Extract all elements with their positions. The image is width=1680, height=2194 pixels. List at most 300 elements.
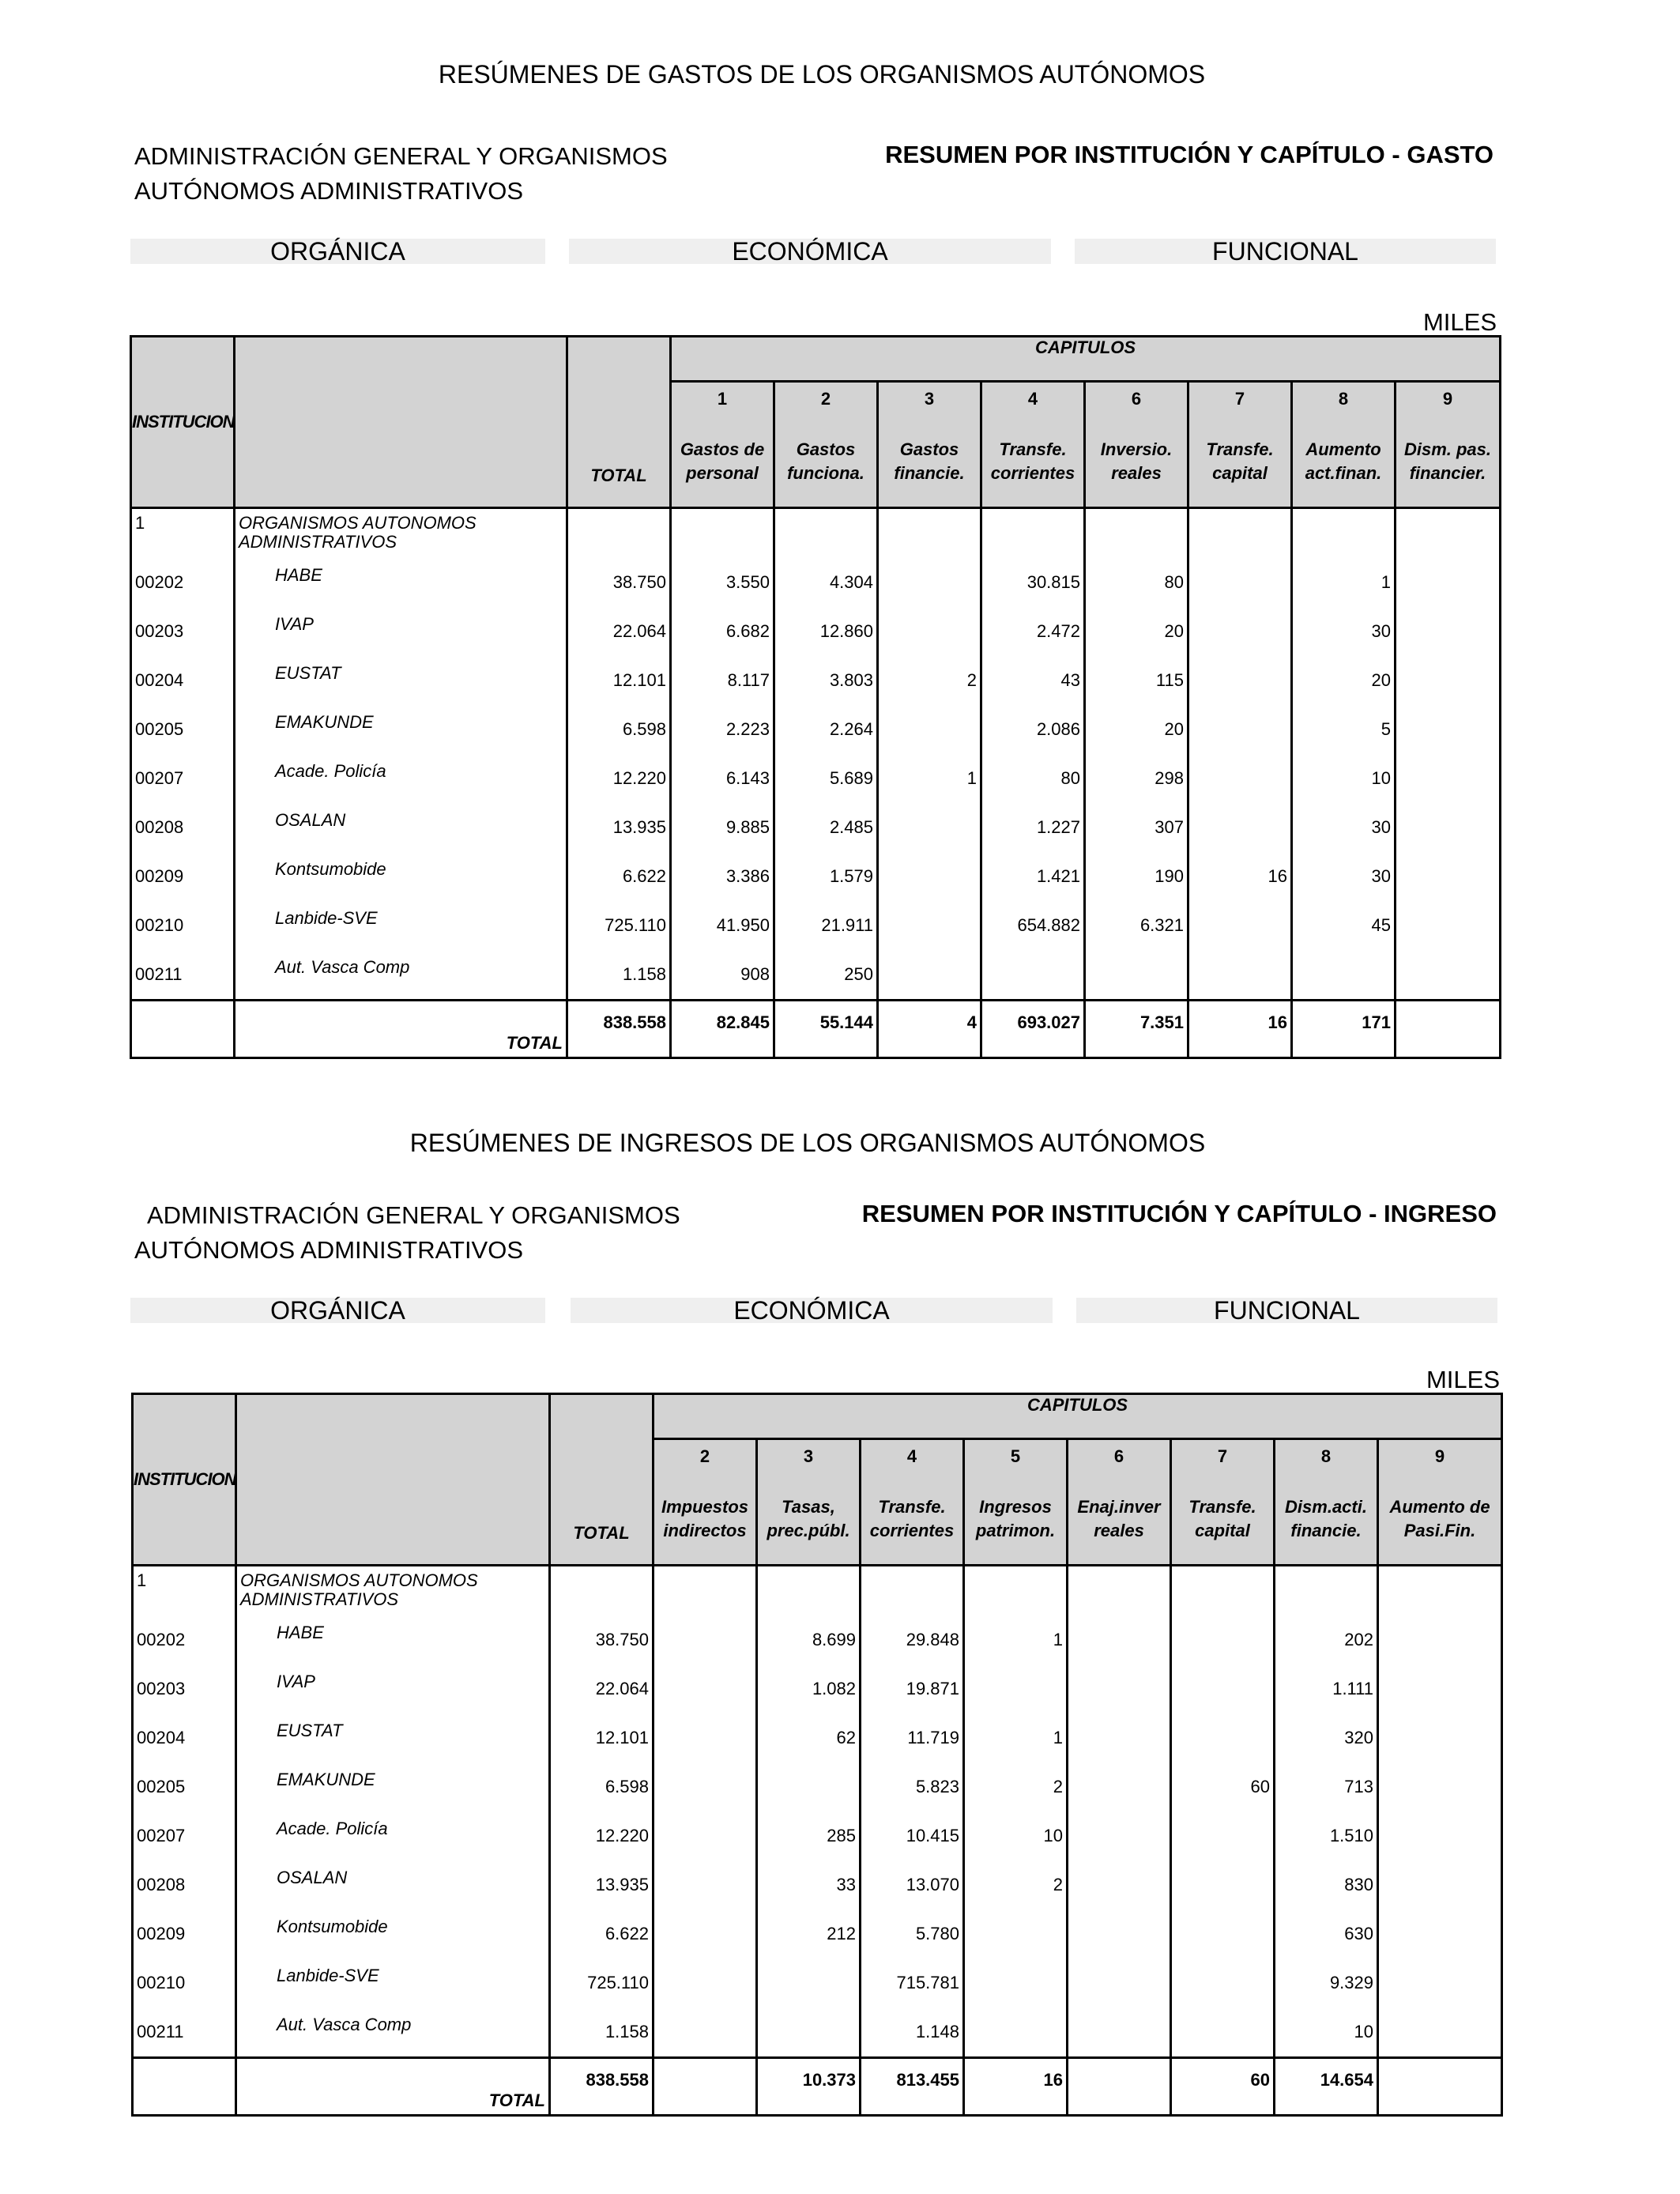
institution-name: HABE	[277, 1623, 324, 1642]
row-total: 12.101	[612, 670, 666, 690]
cell-value: 21.911	[821, 915, 873, 935]
institution-code: 00207	[137, 1826, 186, 1845]
institucion-header: INSTITUCION	[133, 1394, 236, 1566]
cell-value	[879, 852, 980, 901]
chapter-total	[964, 2058, 1068, 2116]
cell-value	[1068, 1615, 1170, 1664]
institution-name: HABE	[275, 565, 322, 585]
cell-value: 19.871	[906, 1679, 959, 1698]
gastos-left-line1: ADMINISTRACIÓN GENERAL Y ORGANISMOS	[134, 142, 668, 170]
cell-value: 30	[1371, 817, 1391, 837]
cell-value	[654, 1664, 755, 1713]
cell-value: 30.815	[1026, 572, 1080, 592]
column-label: indirectos	[663, 1521, 747, 1541]
cell-value: 1	[1053, 1728, 1063, 1747]
gastos-body	[131, 508, 1501, 1001]
total-label: TOTAL	[488, 2090, 545, 2110]
cell-value	[1068, 1909, 1170, 1958]
column-header	[1188, 382, 1292, 508]
cell-value: 212	[827, 1924, 856, 1943]
row-total: 22.064	[612, 621, 666, 641]
cell-value: 9.329	[1329, 1973, 1373, 1992]
cell-value: 1.510	[1329, 1826, 1373, 1845]
cell-value	[879, 607, 980, 656]
chapter-column	[1085, 508, 1188, 1001]
institution-code-column	[131, 508, 235, 1001]
chapter-total-value: 813.455	[896, 2070, 959, 2090]
gastos-tab-organica[interactable]: ORGÁNICA	[130, 239, 545, 264]
row-total: 12.101	[595, 1728, 649, 1747]
chapter-total	[654, 2058, 757, 2116]
institution-name: Kontsumobide	[275, 859, 386, 879]
cell-value	[1189, 950, 1290, 999]
gastos-total-row	[131, 1001, 1501, 1058]
row-total: 6.598	[622, 719, 666, 739]
row-total: 725.110	[587, 1973, 649, 1992]
spacer	[1172, 1566, 1273, 1615]
cell-value	[1172, 1958, 1273, 2007]
cell-value	[1189, 803, 1290, 852]
cell-value: 250	[844, 964, 873, 984]
ingresos-body	[133, 1566, 1502, 2058]
gastos-right-title: RESUMEN POR INSTITUCIÓN Y CAPÍTULO - GASTO	[885, 141, 1494, 168]
cell-value: 10	[1043, 1826, 1063, 1845]
column-header	[1292, 382, 1396, 508]
row-total: 13.935	[612, 817, 666, 837]
total-row-label	[235, 1001, 567, 1058]
institution-code: 00209	[137, 1924, 186, 1943]
name-header	[235, 337, 567, 508]
column-label: prec.públ.	[767, 1521, 850, 1541]
column-label: personal	[686, 463, 759, 484]
cell-value	[1189, 705, 1290, 754]
group-name-line2: ADMINISTRATIVOS	[240, 1589, 399, 1609]
cell-value	[1379, 1811, 1501, 1860]
gastos-units: MILES	[1422, 308, 1497, 336]
chapter-total-value	[654, 2059, 755, 2070]
column-number: 4	[1027, 389, 1038, 409]
column-number: 1	[717, 389, 728, 409]
chapter-column	[774, 508, 878, 1001]
column-label: Dism. pas.	[1403, 439, 1492, 460]
column-label: Pasi.Fin.	[1403, 1521, 1476, 1541]
column-label: Dism.acti.	[1285, 1497, 1367, 1517]
chapter-total	[1378, 2058, 1502, 2116]
cell-value: 6.143	[725, 768, 770, 788]
cell-value: 12.860	[819, 621, 873, 641]
column-label: Ingresos	[979, 1497, 1052, 1517]
column-header	[878, 382, 981, 508]
cell-value: 10.415	[906, 1826, 959, 1845]
ingresos-table	[131, 1393, 1503, 2117]
gastos-left-heading	[134, 139, 668, 209]
ingresos-left-line1: ADMINISTRACIÓN GENERAL Y ORGANISMOS	[147, 1201, 680, 1229]
gastos-table	[130, 335, 1501, 1059]
cell-value: 41.950	[716, 915, 770, 935]
institution-code: 00202	[137, 1630, 186, 1649]
chapter-total	[1188, 1001, 1292, 1058]
chapter-total	[861, 2058, 964, 2116]
column-label: reales	[1094, 1521, 1144, 1541]
cell-value	[1068, 1664, 1170, 1713]
column-number: 6	[1113, 1446, 1124, 1467]
column-label: Tasas,	[782, 1497, 835, 1517]
cell-value: 10	[1371, 768, 1391, 788]
ingresos-tab-economica[interactable]: ECONÓMICA	[571, 1298, 1053, 1323]
gastos-tab-funcional[interactable]: FUNCIONAL	[1075, 239, 1496, 264]
institution-name-column	[236, 1566, 550, 2058]
spacer	[982, 509, 1083, 558]
ingresos-left-heading	[134, 1198, 680, 1268]
column-label: Gastos	[899, 439, 959, 460]
cell-value	[1396, 754, 1499, 803]
cell-value: 285	[827, 1826, 856, 1845]
cell-value	[1379, 1860, 1501, 1909]
chapter-total-value	[1379, 2059, 1501, 2070]
ingresos-total-row	[133, 2058, 1502, 2116]
cell-value: 1.148	[915, 2022, 959, 2041]
cell-value	[654, 1860, 755, 1909]
chapter-total-value: 55.144	[819, 1012, 873, 1032]
cell-value	[1379, 2007, 1501, 2056]
column-label: corrientes	[990, 463, 1075, 484]
cell-value	[654, 1615, 755, 1664]
cell-value: 2.264	[829, 719, 873, 739]
column-header	[1068, 1439, 1171, 1566]
column-number: 3	[803, 1446, 814, 1467]
cell-value: 8.117	[727, 670, 770, 690]
cell-value	[1293, 950, 1394, 999]
chapter-total-value: 693.027	[1017, 1012, 1080, 1032]
cell-value	[1379, 1762, 1501, 1811]
grand-total-value: 838.558	[586, 2070, 649, 2090]
column-number: 7	[1234, 389, 1245, 409]
cell-value	[758, 1958, 859, 2007]
spacer	[1189, 509, 1290, 558]
cell-value: 20	[1164, 621, 1184, 641]
cell-value: 115	[1155, 670, 1184, 690]
cell-value: 10	[1354, 2022, 1373, 2041]
chapter-total	[1292, 1001, 1396, 1058]
institution-code: 00207	[135, 768, 184, 788]
cell-value: 190	[1155, 866, 1184, 886]
chapter-total	[774, 1001, 878, 1058]
institucion-header: INSTITUCION	[131, 337, 235, 508]
cell-value	[1172, 1713, 1273, 1762]
total-column	[567, 508, 671, 1001]
chapter-total-value: 60	[1250, 2070, 1270, 2090]
row-total: 1.158	[605, 2022, 649, 2041]
spacer	[861, 1566, 962, 1615]
cell-value: 20	[1164, 719, 1184, 739]
cell-value	[1172, 1860, 1273, 1909]
chapter-column	[878, 508, 981, 1001]
cell-value: 33	[836, 1875, 856, 1894]
group-name	[237, 1566, 548, 1615]
chapter-total	[878, 1001, 981, 1058]
column-header	[1171, 1439, 1275, 1566]
column-label: funciona.	[787, 463, 864, 484]
institution-name: EMAKUNDE	[277, 1770, 375, 1789]
institution-code: 00204	[135, 670, 184, 690]
institution-code-column	[133, 1566, 236, 2058]
chapter-total	[1171, 2058, 1275, 2116]
spacer	[1379, 1566, 1501, 1615]
institution-code: 00208	[137, 1875, 186, 1894]
spacer	[1396, 509, 1499, 558]
column-number: 6	[1131, 389, 1142, 409]
cell-value	[1172, 1664, 1273, 1713]
ingresos-right-title: RESUMEN POR INSTITUCIÓN Y CAPÍTULO - INGRESO	[861, 1200, 1497, 1227]
cell-value	[1172, 1615, 1273, 1664]
ingresos-left-line2: AUTÓNOMOS ADMINISTRATIVOS	[134, 1236, 524, 1264]
institution-name: IVAP	[277, 1672, 315, 1691]
cell-value: 45	[1371, 915, 1391, 935]
cell-value: 8.699	[812, 1630, 856, 1649]
column-header	[861, 1439, 964, 1566]
cell-value: 2.485	[829, 817, 873, 837]
row-total: 6.622	[605, 1924, 649, 1943]
cell-value	[965, 1664, 1066, 1713]
institution-code: 00202	[135, 572, 184, 592]
row-total: 38.750	[612, 572, 666, 592]
column-header	[981, 382, 1085, 508]
total-column	[550, 1566, 654, 2058]
cell-value: 16	[1268, 866, 1287, 886]
cell-value	[1379, 1909, 1501, 1958]
institution-name: Lanbide-SVE	[275, 908, 378, 928]
group-code: 1	[135, 513, 145, 533]
cell-value: 9.885	[725, 817, 770, 837]
column-label: financie.	[1290, 1521, 1362, 1541]
column-number: 4	[906, 1446, 917, 1467]
total-row-code	[131, 1001, 235, 1058]
cell-value: 5.823	[915, 1777, 959, 1796]
chapter-total-value: 82.845	[716, 1012, 770, 1032]
chapter-column	[1171, 1566, 1275, 2058]
cell-value: 2	[966, 670, 977, 690]
cell-value: 13.070	[906, 1875, 959, 1894]
chapter-total-value: 10.373	[802, 2070, 856, 2090]
cell-value	[1396, 607, 1499, 656]
cell-value	[1189, 607, 1290, 656]
column-number: 9	[1442, 389, 1453, 409]
row-total: 6.622	[622, 866, 666, 886]
total-label: TOTAL	[506, 1033, 563, 1053]
cell-value	[1396, 803, 1499, 852]
cell-value	[1396, 705, 1499, 754]
ingresos-tab-funcional[interactable]: FUNCIONAL	[1076, 1298, 1497, 1323]
row-total: 12.220	[612, 768, 666, 788]
chapter-column	[1378, 1566, 1502, 2058]
chapter-column	[1292, 508, 1396, 1001]
column-number: 8	[1338, 389, 1349, 409]
column-number: 3	[924, 389, 935, 409]
institution-code: 00203	[137, 1679, 186, 1698]
total-row-label	[236, 2058, 550, 2116]
chapter-total-value: 16	[1043, 2070, 1063, 2090]
column-label: financier.	[1409, 463, 1486, 484]
chapter-column	[757, 1566, 861, 2058]
cell-value: 30	[1371, 621, 1391, 641]
cell-value	[1379, 1664, 1501, 1713]
chapter-total	[1275, 2058, 1378, 2116]
cell-value	[1172, 2007, 1273, 2056]
institution-name: Acade. Policía	[277, 1819, 388, 1838]
cell-value	[1396, 950, 1499, 999]
cell-value	[654, 1762, 755, 1811]
institution-code: 00211	[137, 2022, 184, 2041]
spacer	[879, 509, 980, 558]
cell-value	[1189, 558, 1290, 607]
cell-value: 62	[836, 1728, 856, 1747]
column-label: Gastos de	[680, 439, 765, 460]
column-number: 2	[820, 389, 831, 409]
cell-value: 713	[1344, 1777, 1373, 1796]
cell-value: 43	[1060, 670, 1080, 690]
chapter-column	[1396, 508, 1501, 1001]
institution-name: Acade. Policía	[275, 761, 386, 781]
cell-value: 5.689	[829, 768, 873, 788]
cell-value	[879, 901, 980, 950]
cell-value: 320	[1344, 1728, 1373, 1747]
chapter-total	[1085, 1001, 1188, 1058]
cell-value: 298	[1155, 768, 1184, 788]
column-label: Transfe.	[1206, 439, 1274, 460]
cell-value	[1068, 1811, 1170, 1860]
column-number: 2	[699, 1446, 710, 1467]
column-label: Impuestos	[661, 1497, 749, 1517]
chapter-total-value: 14.654	[1320, 2070, 1373, 2090]
gastos-left-line2: AUTÓNOMOS ADMINISTRATIVOS	[134, 177, 524, 205]
total-row-code	[133, 2058, 236, 2116]
column-label: capital	[1212, 463, 1268, 484]
cell-value	[1068, 1860, 1170, 1909]
cell-value: 908	[740, 964, 770, 984]
gastos-title: RESÚMENES DE GASTOS DE LOS ORGANISMOS AUTÓNOMOS	[438, 60, 1206, 89]
cell-value	[1068, 1958, 1170, 2007]
row-total: 6.598	[605, 1777, 649, 1796]
cell-value: 80	[1060, 768, 1080, 788]
spacer	[1086, 509, 1187, 558]
group-name	[235, 509, 566, 558]
cell-value	[879, 950, 980, 999]
column-number: 8	[1320, 1446, 1332, 1467]
column-label: financie.	[894, 463, 965, 484]
spacer	[551, 1566, 652, 1615]
group-code: 1	[137, 1570, 147, 1590]
institution-code: 00209	[135, 866, 184, 886]
column-number: 7	[1217, 1446, 1228, 1467]
cell-value	[1068, 2007, 1170, 2056]
chapter-column	[861, 1566, 964, 2058]
cell-value	[879, 558, 980, 607]
chapter-total	[1396, 1001, 1501, 1058]
column-label: act.finan.	[1305, 463, 1382, 484]
total-header: TOTAL	[550, 1394, 654, 1566]
cell-value	[1396, 656, 1499, 705]
spacer	[1068, 1566, 1170, 1615]
spacer	[1293, 509, 1394, 558]
institution-code: 00210	[137, 1973, 186, 1992]
cell-value: 60	[1250, 1777, 1270, 1796]
cell-value	[1172, 1909, 1273, 1958]
institution-name: IVAP	[275, 614, 314, 634]
chapter-total-value: 4	[966, 1012, 977, 1032]
chapter-column	[981, 508, 1085, 1001]
ingresos-tab-organica[interactable]: ORGÁNICA	[130, 1298, 545, 1323]
group-name-line2: ADMINISTRATIVOS	[239, 532, 397, 552]
cell-value	[879, 705, 980, 754]
cell-value	[879, 803, 980, 852]
grand-total-value: 838.558	[603, 1012, 666, 1032]
institution-code: 00204	[137, 1728, 186, 1747]
spacer	[672, 509, 773, 558]
cell-value	[1379, 1713, 1501, 1762]
cell-value: 20	[1371, 670, 1391, 690]
cell-value: 1.111	[1332, 1679, 1373, 1698]
column-header	[964, 1439, 1068, 1566]
column-header	[671, 382, 774, 508]
cell-value	[1189, 754, 1290, 803]
institution-code: 00205	[137, 1777, 186, 1796]
cell-value	[982, 950, 1083, 999]
cell-value	[1396, 558, 1499, 607]
chapter-total-value	[1396, 1001, 1499, 1012]
cell-value: 1	[966, 768, 977, 788]
gastos-tab-economica[interactable]: ECONÓMICA	[569, 239, 1051, 264]
chapter-total-value: 16	[1268, 1012, 1287, 1032]
cell-value: 5.780	[915, 1924, 959, 1943]
spacer	[1275, 1566, 1377, 1615]
column-header	[1275, 1439, 1378, 1566]
chapter-column	[671, 508, 774, 1001]
row-total: 725.110	[605, 915, 666, 935]
chapter-total	[981, 1001, 1085, 1058]
row-total: 1.158	[622, 964, 666, 984]
cell-value	[1189, 656, 1290, 705]
institution-code: 00211	[135, 964, 183, 984]
cell-value: 5	[1381, 719, 1391, 739]
institution-code: 00210	[135, 915, 184, 935]
cell-value: 3.386	[725, 866, 770, 886]
cell-value	[1396, 852, 1499, 901]
cell-value: 1.579	[829, 866, 873, 886]
ingresos-title: RESÚMENES DE INGRESOS DE LOS ORGANISMOS AUTÓNOMOS	[409, 1129, 1206, 1157]
cell-value	[965, 2007, 1066, 2056]
institution-name: EUSTAT	[277, 1721, 343, 1740]
cell-value	[758, 2007, 859, 2056]
total-header: TOTAL	[567, 337, 671, 508]
grand-total	[550, 2058, 654, 2116]
cell-value	[654, 1909, 755, 1958]
institution-name: Kontsumobide	[277, 1917, 388, 1936]
column-label: patrimon.	[975, 1521, 1056, 1541]
institution-name: EMAKUNDE	[275, 712, 374, 732]
cell-value	[654, 1958, 755, 2007]
institution-code: 00203	[135, 621, 184, 641]
group-name-line1: ORGANISMOS AUTONOMOS	[240, 1570, 478, 1590]
chapter-total-value: 171	[1362, 1012, 1391, 1032]
row-total: 22.064	[595, 1679, 649, 1698]
chapter-column	[964, 1566, 1068, 2058]
cell-value: 654.882	[1017, 915, 1080, 935]
cell-value: 715.781	[896, 1973, 959, 1992]
ingresos-units: MILES	[1426, 1366, 1500, 1393]
grand-total	[567, 1001, 671, 1058]
column-label: Transfe.	[1188, 1497, 1256, 1517]
institution-name-column	[235, 508, 567, 1001]
